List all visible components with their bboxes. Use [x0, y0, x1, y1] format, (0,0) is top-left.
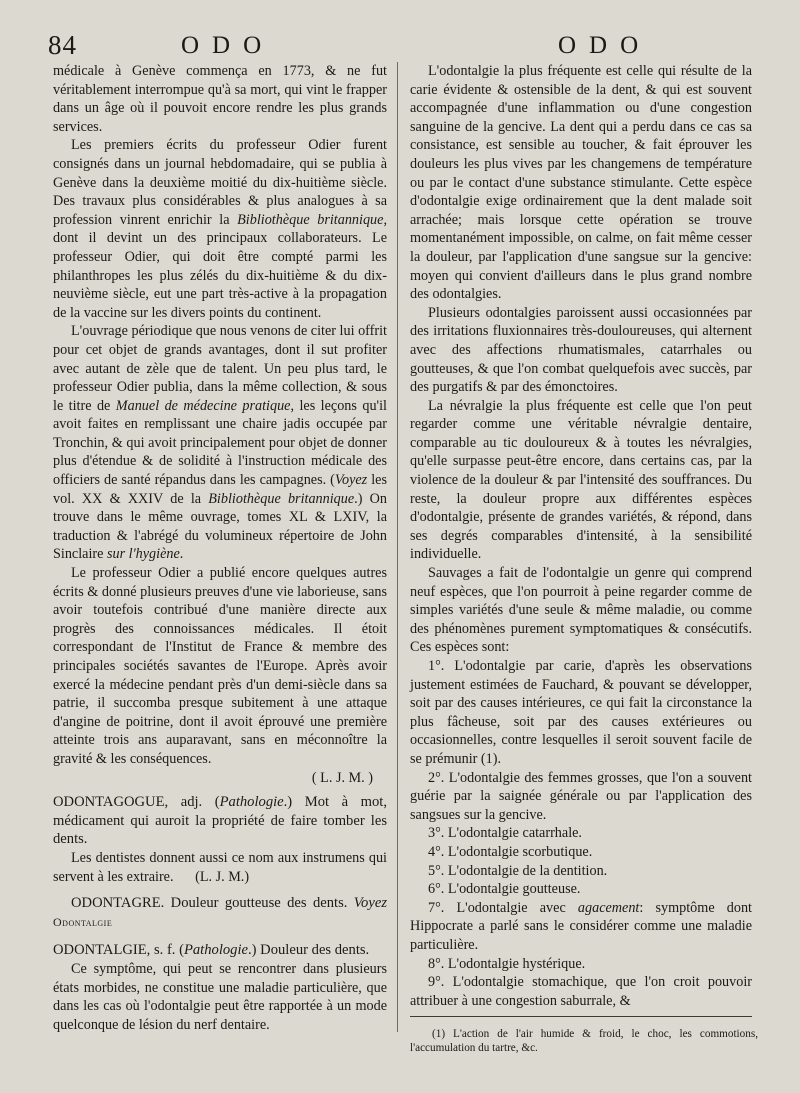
list-item: 7°. L'odontalgie avec agacement: symptôme dont Hippocrate a parlé sans le considérer comme une maladie particulière.	[410, 899, 752, 953]
list-item: 2°. L'odontalgie des femmes grosses, que l'on a souvent guérie par la saignée générale ou par l'application des sangsues sur la gencive.	[410, 769, 752, 823]
entry-headword: ODONTAGRE	[71, 895, 161, 912]
list-item: 6°. L'odontalgie goutteuse.	[428, 881, 581, 898]
list-item: 1°. L'odontalgie par carie, d'après les observations justement estimées de Fauchard, & pouvant se développer, soit par des causes intérieures, ce qui fait la circonstance la plus fâcheuse, soit par des causes extérieures ou occasionnelles, contre lesquelles il seroit souvent facile de se prémunir (1).	[410, 658, 752, 767]
paragraph: L'ouvrage périodique que nous venons de citer lui offrit pour cet objet de grands avantages, dont il sut profiter avec autant de zèle que de talent. Un peu plus tard, le professeur Odier publia, dans la même collection, & sous le titre de Manuel de médecine pratique, les leçons qu'il avoit faites en remplissant une chaire jadis occupée par Tronchin, & qui avoit principalement pour objet de donner plus d'étendue & de solidité à l'instruction médicale des officiers de santé répandus dans les campagnes. (Voyez les vol. XX & XXIV de la Bibliothèque britannique.) On trouve dans le même ouvrage, tomes XL & LXIV, la traduction & l'abrégé du volumineux répertoire de John Sinclaire sur l'hygiène.	[53, 323, 387, 563]
entry-odontagogue: ODONTAGOGUE, adj. (Pathologie.) Mot à mot, médicament qui auroit la propriété de faire tomber les dents.	[53, 794, 387, 848]
paragraph: Sauvages a fait de l'odontalgie un genre qui comprend neuf espèces, que l'on pourroit à peine regarder comme de simples variétés d'une seule & même maladie, ou comme des phénomènes purement symptomatiques & consécutifs. Ces espèces sont:	[410, 565, 752, 656]
entry-headword: ODONTALGIE	[53, 942, 147, 959]
paragraph: médicale à Genève commença en 1773, & ne fut véritablement interrompue qu'à sa mort, qui vint le frapper dans un âge où il pouvoit encore rendre les plus grands services.	[53, 63, 387, 135]
footnote-rule	[410, 1016, 752, 1017]
column-divider	[397, 62, 398, 1032]
paragraph: L'odontalgie la plus fréquente est celle qui résulte de la carie évidente & ostensible de la dent, & qui est souvent accompagnée d'une inflammation ou d'une congestion sanguine de la gencive. La dent qui a perdu dans ce cas sa consistance, est sensible au toucher, & fait éprouver les douleurs les plus vives par les changemens de température ou par le contact d'une substance stimulante. Cette espèce d'odontalgie exige ordinairement que la dent malade soit arrachée; mais lorsque cette opération se trouve momentanément impossible, on calme, on fait même cesser la douleur, par l'application d'une sangsue sur la gencive: moyen qui convient d'ailleurs dans le plus grand nombre des odontalgies.	[410, 63, 752, 303]
paragraph: Plusieurs odontalgies paroissent aussi occasionnées par des irritations fluxionnaires très-douloureuses, qui alternent avec des affections rhumatismales, catarrhales ou goutteuses, & que l'on combat quelquefois avec succès, par des purgatifs & par des émonctoires.	[410, 304, 752, 396]
right-column	[410, 62, 752, 1010]
cross-reference: Odontalgie	[53, 914, 113, 929]
list-item: 4°. L'odontalgie scorbutique.	[428, 843, 593, 860]
page-number: 84	[48, 30, 77, 60]
list-item: 3°. L'odontalgie catarrhale.	[428, 825, 582, 842]
list-item: 9°. L'odontalgie stomachique, que l'on croit pouvoir attribuer à une congestion saburrale, &	[410, 974, 752, 1009]
list-item: 8°. L'odontalgie hystérique.	[428, 955, 586, 972]
running-head-left: ODO	[181, 32, 275, 59]
left-column	[53, 62, 387, 1034]
page-header	[48, 30, 760, 60]
running-head-right: ODO	[558, 32, 652, 59]
paragraph: Le professeur Odier a publié encore quelques autres écrits & donné plusieurs preuves d'une vie laborieuse, sans avoir toutefois contribué d'une manière directe aux progrès des connoissances médicales. Il étoit correspondant de l'Institut de France & membre des principales sociétés savantes de l'Europe. Après avoir exercé la médecine pendant près d'un demi-siècle dans sa patrie, il succomba presque subitement à une attaque d'angine de poitrine, dont il avoit éprouvé une première atteinte trois ans auparavant, sans en méconnoître la gravité & les conséquences.	[53, 565, 387, 767]
paragraph: Ce symptôme, qui peut se rencontrer dans plusieurs états morbides, ne constitue une maladie particulière, que dans les cas où l'odontalgie peut être rapportée à un mode quelconque de lésion du nerf dentaire.	[53, 960, 387, 1033]
paragraph: Les dentistes donnent aussi ce nom aux instrumens qui servent à les extraire. (L. J. M.)	[53, 849, 387, 885]
paragraph: La névralgie la plus fréquente est celle que l'on peut regarder comme une véritable névralgie dentaire, comparable au tic douloureux & à toutes les névralgies, qu'elle surpasse peut-être encore, dans certains cas, par la violence de la douleur & par l'intensité des souffrances. Du reste, la douleur propre aux différentes espèces d'odontalgie, présente de grandes variétés, & répond, dans ses degrés comparables d'intensité, à la sensibilité individuelle.	[410, 397, 752, 563]
author-signature: (L. J. M.)	[195, 868, 250, 885]
entry-odontalgie: ODONTALGIE, s. f. (Pathologie.) Douleur des dents.	[53, 942, 370, 959]
list-item: 5°. L'odontalgie de la dentition.	[428, 862, 608, 879]
author-signature: ( L. J. M. )	[311, 769, 373, 786]
footnote-text: (1) L'action de l'air humide & froid, le choc, les commotions, l'accumulation du tartre, &c.	[410, 1028, 758, 1054]
paragraph: Les premiers écrits du professeur Odier furent consignés dans un journal hebdomadaire, qui se publia à Genève dans la deuxième moitié du dix-huitième siècle. Des travaux plus considérables & plus analogues à sa profession vinrent enrichir la Bibliothèque britannique, dont il devint un des principaux collaborateurs. Le professeur Odier, qui doit être compté parmi les philanthropes les plus zélés du dix-huitième & du dix-neuvième siècle, eut une part très-active à la propagation de la vaccine sur les divers points du continent.	[53, 137, 387, 321]
footnote	[410, 1027, 758, 1055]
entry-odontagre: ODONTAGRE. Douleur goutteuse des dents. Voyez Odontalgie	[53, 895, 387, 929]
entry-headword: ODONTAGOGUE	[53, 794, 165, 811]
